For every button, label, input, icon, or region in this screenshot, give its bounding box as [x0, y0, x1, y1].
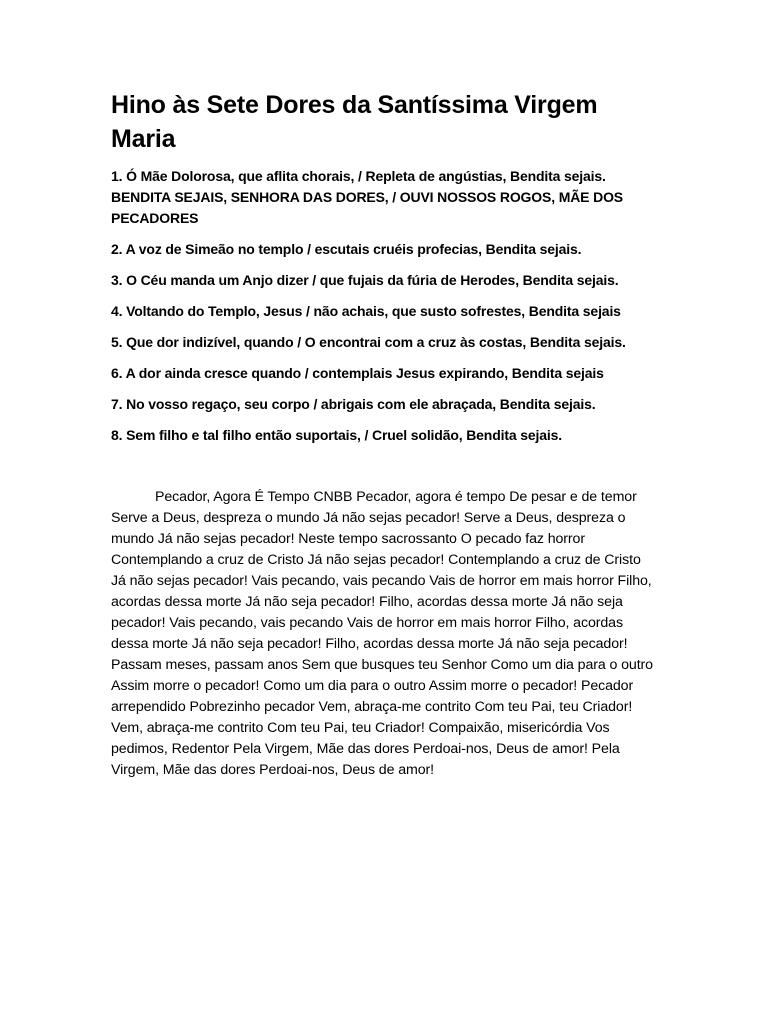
- verse-1-text: 1. Ó Mãe Dolorosa, que aflita chorais, / Repleta de angústias, Bendita sejais.: [111, 168, 606, 184]
- document-title: Hino às Sete Dores da Santíssima Virgem Maria: [111, 91, 598, 153]
- document-page: [111, 88, 659, 781]
- hymn-verses: [111, 166, 659, 446]
- verse-7: 7. No vosso regaço, seu corpo / abrigais com ele abraçada, Bendita sejais.: [111, 396, 596, 412]
- verse-3: 3. O Céu manda um Anjo dizer / que fujais da fúria de Herodes, Bendita sejais.: [111, 272, 619, 288]
- verse-8: 8. Sem filho e tal filho então suportais, / Cruel solidão, Bendita sejais.: [111, 427, 563, 443]
- verse-6: 6. A dor ainda cresce quando / contemplais Jesus expirando, Bendita sejais: [111, 365, 604, 381]
- verse-5: 5. Que dor indizível, quando / O encontrai com a cruz às costas, Bendita sejais.: [111, 334, 626, 350]
- verse-1-refrain: BENDITA SEJAIS, SENHORA DAS DORES, / OUVI NOSSOS ROGOS, MÃE DOS PECADORES: [111, 189, 623, 226]
- verse-4: 4. Voltando do Templo, Jesus / não achais, que susto sofrestes, Bendita sejais: [111, 303, 621, 319]
- body-paragraph: Pecador, Agora É Tempo CNBB Pecador, agora é tempo De pesar e de temor Serve a Deus, despreza o mundo Já não sejas pecador! Serve a Deus, despreza o mundo Já não sejas pecador! Neste tempo sacrossanto O pecado faz horror Contemplando a cruz de Cristo Já não sejas pecador! Contemplando a cruz de Cristo Já não sejas pecador! Vais pecando, vais pecando Vais de horror em mais horror Filho, acordas dessa morte Já não seja pecador! Filho, acordas dessa morte Já não seja pecador! Vais pecando, vais pecando Vais de horror em mais horror Filho, acordas dessa morte Já não seja pecador! Filho, acordas dessa morte Já não seja pecador! Passam meses, passam anos Sem que busques teu Senhor Como um dia para o outro Assim morre o pecador! Como um dia para o outro Assim morre o pecador! Pecador arrependido Pobrezinho pecador Vem, abraça-me contrito Com teu Pai, teu Criador! Vem, abraça-me contrito Com teu Pai, teu Criador! Compaixão, misericórdia Vos pedimos, Redentor Pela Virgem, Mãe das dores Perdoai-nos, Deus de amor! Pela Virgem, Mãe das dores Perdoai-nos, Deus de amor!: [111, 489, 653, 778]
- verse-1: [111, 166, 659, 229]
- verse-2: 2. A voz de Simeão no templo / escutais cruéis profecias, Bendita sejais.: [111, 241, 582, 257]
